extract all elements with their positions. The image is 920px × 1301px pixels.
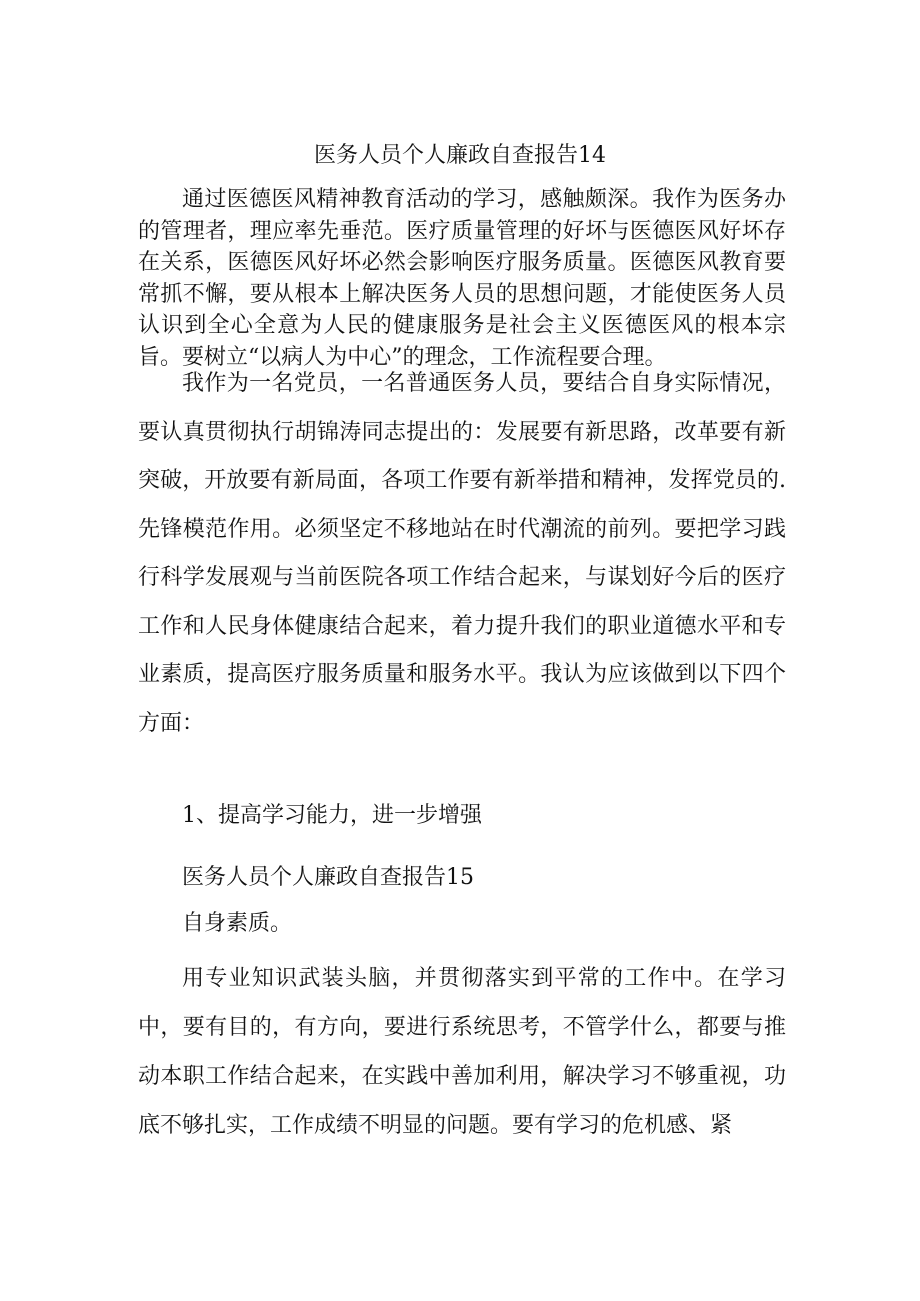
list-item-1-continued: 自身素质。 <box>182 911 293 936</box>
paragraph-1: 通过医德医风精神教育活动的学习，感触颇深。我作为医务办的管理者，理应率先垂范。医疗质量管理的好坏与医德医风好坏存在关系，医德医风好坏必然会影响医疗服务质量。医德医风教育要常抓不懈，要从根本上解决医务人员的思想问题，才能使医务人员认识到全心全意为人民的健康服务是社会主义医德医风的根本宗旨。要树立“以病人为中心”的理念，工作流程要合理。 <box>138 187 786 370</box>
list-item-1: 1、提高学习能力，进一步增强 <box>182 803 482 828</box>
paragraph-3: 用专业知识武装头脑，并贯彻落实到平常的工作中。在学习中，要有目的，有方向，要进行系统思考，不管学什么，都要与推动本职工作结合起来，在实践中善加利用，解决学习不够重视，功底不够扎实，工作成绩不明显的问题。要有学习的危机感、紧 <box>138 966 786 1138</box>
paragraph-2: 我作为一名党员，一名普通医务人员，要结合自身实际情况，要认真贯彻执行胡锦涛同志提出的：发展要有新思路，改革要有新突破，开放要有新局面，各项工作要有新举措和精神，发挥党员的.先锋模范作用。必须坚定不移地站在时代潮流的前列。要把学习践行科学发展观与当前医院各项工作结合起来，与谋划好今后的医疗工作和人民身体健康结合起来，着力提升我们的职业道德水平和专业素质，提高医疗服务质量和服务水平。我认为应该做到以下四个方面： <box>138 371 786 736</box>
document-title: 医务人员个人廉政自查报告14 <box>314 143 606 168</box>
section-subtitle: 医务人员个人廉政自查报告15 <box>182 865 474 890</box>
